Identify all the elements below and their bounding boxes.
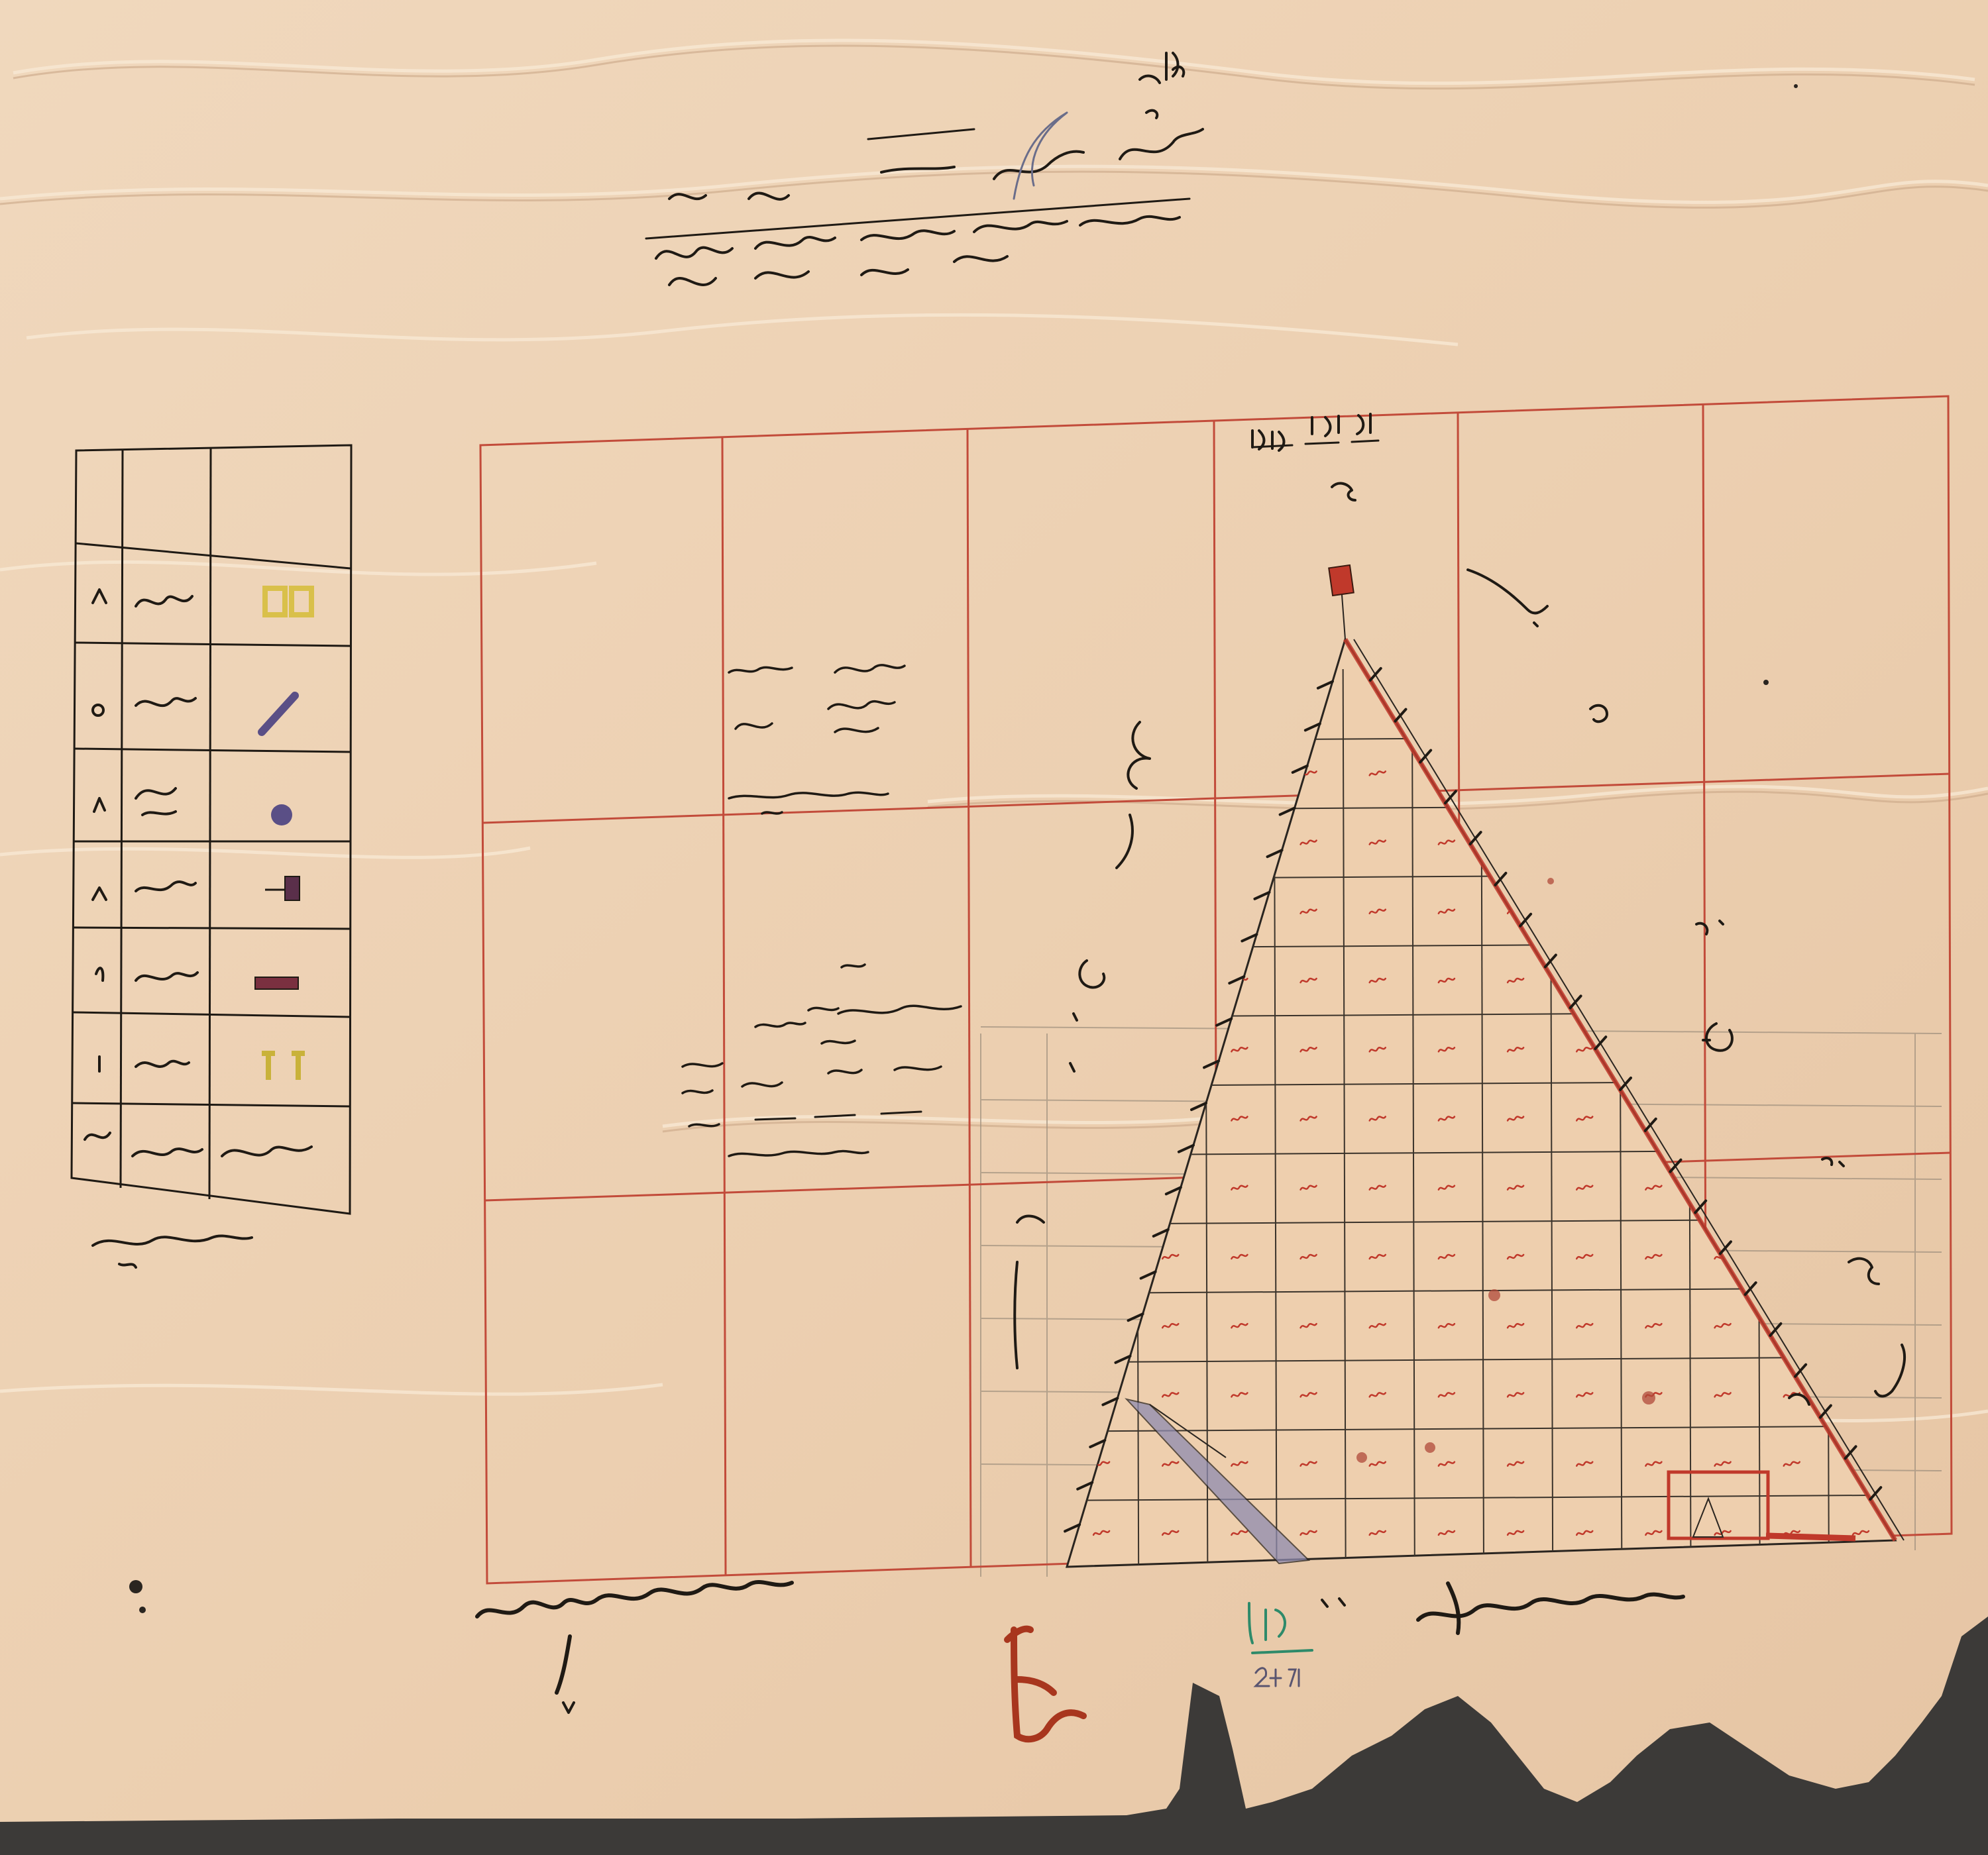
circle-purple-icon — [271, 804, 292, 825]
survey-marker-red — [1329, 565, 1354, 596]
bar-maroon-icon — [255, 977, 298, 989]
bottom-boundary-red — [1766, 1536, 1855, 1538]
